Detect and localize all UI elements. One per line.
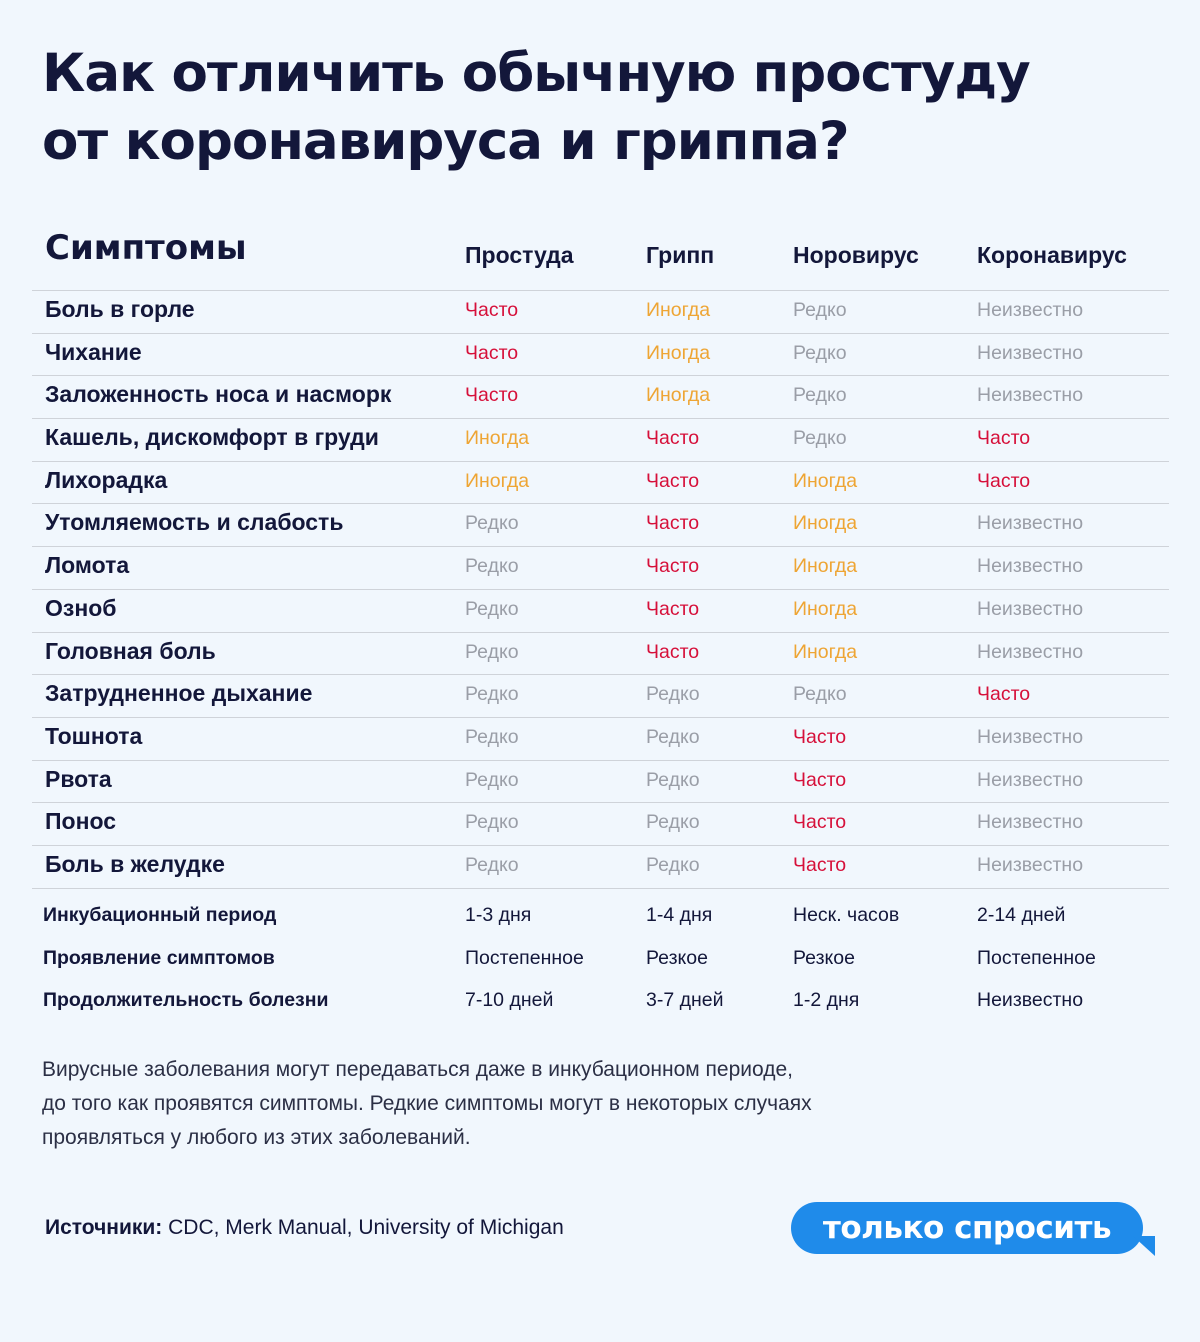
info-value-cold: 7-10 дней bbox=[465, 989, 554, 1011]
frequency-flu: Часто bbox=[646, 555, 700, 578]
frequency-flu: Редко bbox=[646, 853, 700, 876]
symptom-name: Боль в горле bbox=[45, 296, 195, 322]
info-value-cold: 1-3 дня bbox=[465, 904, 532, 926]
table-row bbox=[32, 632, 1169, 675]
symptom-name: Кашель, дискомфорт в груди bbox=[45, 424, 379, 451]
frequency-norovirus: Иногда bbox=[793, 555, 858, 578]
symptom-name: Затрудненное дыхание bbox=[45, 680, 313, 707]
sources-text: CDC, Merk Manual, University of Michigan bbox=[162, 1216, 564, 1239]
frequency-norovirus: Редко bbox=[793, 341, 847, 364]
frequency-coronavirus: Часто bbox=[977, 469, 1031, 492]
info-value-norovirus: Резкое bbox=[793, 946, 855, 969]
sources bbox=[45, 1216, 564, 1240]
info-value-flu: 1-4 дня bbox=[646, 904, 713, 926]
frequency-flu: Иногда bbox=[646, 384, 711, 407]
frequency-coronavirus: Неизвестно bbox=[977, 811, 1084, 834]
frequency-coronavirus: Неизвестно bbox=[977, 853, 1084, 876]
header-symptoms: Симптомы bbox=[45, 228, 247, 268]
frequency-coronavirus: Неизвестно bbox=[977, 384, 1084, 407]
info-row bbox=[32, 936, 1169, 979]
frequency-norovirus: Иногда bbox=[793, 469, 858, 492]
frequency-flu: Редко bbox=[646, 683, 700, 706]
symptom-name: Озноб bbox=[45, 594, 117, 621]
frequency-cold: Редко bbox=[465, 811, 519, 834]
frequency-coronavirus: Неизвестно bbox=[977, 555, 1084, 578]
footnote-line-3: проявляться у любого из этих заболеваний. bbox=[42, 1126, 471, 1149]
frequency-coronavirus: Неизвестно bbox=[977, 640, 1084, 663]
symptom-name: Утомляемость и слабость bbox=[45, 509, 344, 536]
frequency-cold: Редко bbox=[465, 512, 519, 535]
table-header bbox=[32, 226, 1169, 290]
frequency-cold: Часто bbox=[465, 341, 519, 364]
info-label: Инкубационный период bbox=[43, 904, 277, 926]
frequency-coronavirus: Неизвестно bbox=[977, 725, 1084, 748]
info-label: Проявление симптомов bbox=[43, 946, 275, 969]
table-row bbox=[32, 418, 1169, 461]
frequency-coronavirus: Неизвестно bbox=[977, 512, 1084, 535]
frequency-cold: Редко bbox=[465, 683, 519, 706]
frequency-flu: Иногда bbox=[646, 341, 711, 364]
footnote-line-1: Вирусные заболевания могут передаваться даже в инкубационном периоде, bbox=[42, 1058, 794, 1081]
frequency-cold: Иногда bbox=[465, 469, 530, 492]
frequency-flu: Часто bbox=[646, 640, 700, 663]
info-row bbox=[32, 893, 1169, 936]
frequency-flu: Часто bbox=[646, 597, 700, 620]
frequency-flu: Часто bbox=[646, 427, 700, 450]
info-value-norovirus: 1-2 дня bbox=[793, 989, 860, 1011]
table-row bbox=[32, 503, 1169, 546]
header-flu: Грипп bbox=[646, 242, 715, 268]
symptoms-table bbox=[32, 226, 1169, 889]
frequency-norovirus: Иногда bbox=[793, 597, 858, 620]
table-row bbox=[32, 674, 1169, 717]
header-coronavirus: Коронавирус bbox=[977, 242, 1127, 268]
frequency-coronavirus: Неизвестно bbox=[977, 299, 1084, 321]
frequency-coronavirus: Часто bbox=[977, 427, 1031, 450]
symptom-name: Лихорадка bbox=[45, 466, 168, 493]
frequency-norovirus: Редко bbox=[793, 299, 847, 321]
header-norovirus: Норовирус bbox=[793, 242, 919, 268]
info-value-coronavirus: Постепенное bbox=[977, 946, 1096, 969]
symptom-name: Заложенность носа и насморк bbox=[45, 381, 392, 408]
frequency-norovirus: Часто bbox=[793, 853, 847, 876]
frequency-norovirus: Редко bbox=[793, 384, 847, 407]
frequency-cold: Иногда bbox=[465, 427, 530, 450]
extra-info-table bbox=[32, 893, 1169, 1021]
frequency-flu: Часто bbox=[646, 512, 700, 535]
frequency-flu: Редко bbox=[646, 811, 700, 834]
table-row bbox=[32, 589, 1169, 632]
frequency-cold: Часто bbox=[465, 299, 519, 321]
table-row bbox=[32, 845, 1169, 889]
symptom-name: Тошнота bbox=[45, 722, 143, 749]
table-row bbox=[32, 461, 1169, 504]
frequency-cold: Часто bbox=[465, 384, 519, 407]
frequency-flu: Редко bbox=[646, 725, 700, 748]
frequency-norovirus: Часто bbox=[793, 811, 847, 834]
symptom-name: Ломота bbox=[45, 552, 130, 579]
frequency-coronavirus: Неизвестно bbox=[977, 597, 1084, 620]
table-row bbox=[32, 802, 1169, 845]
sources-label: Источники: bbox=[45, 1216, 163, 1239]
table-row bbox=[32, 760, 1169, 803]
frequency-coronavirus: Неизвестно bbox=[977, 341, 1084, 364]
footnote bbox=[42, 1053, 922, 1155]
info-value-coronavirus: 2-14 дней bbox=[977, 904, 1066, 926]
frequency-norovirus: Иногда bbox=[793, 512, 858, 535]
table-row bbox=[32, 290, 1169, 333]
table-body bbox=[32, 290, 1169, 889]
table-row bbox=[32, 546, 1169, 589]
frequency-coronavirus: Неизвестно bbox=[977, 768, 1084, 791]
info-row bbox=[32, 978, 1169, 1021]
info-value-flu: 3-7 дней bbox=[646, 989, 724, 1011]
frequency-norovirus: Иногда bbox=[793, 640, 858, 663]
frequency-flu: Иногда bbox=[646, 299, 711, 321]
frequency-flu: Часто bbox=[646, 469, 700, 492]
info-value-coronavirus: Неизвестно bbox=[977, 989, 1084, 1011]
info-value-norovirus: Неск. часов bbox=[793, 904, 900, 926]
frequency-flu: Редко bbox=[646, 768, 700, 791]
symptom-name: Понос bbox=[45, 808, 117, 835]
page-title bbox=[42, 40, 1152, 176]
frequency-cold: Редко bbox=[465, 555, 519, 578]
title-line-2: от коронавируса и гриппа? bbox=[42, 111, 849, 172]
frequency-cold: Редко bbox=[465, 725, 519, 748]
frequency-cold: Редко bbox=[465, 768, 519, 791]
frequency-norovirus: Часто bbox=[793, 725, 847, 748]
symptom-name: Боль в желудке bbox=[45, 850, 225, 877]
header-cold: Простуда bbox=[465, 242, 574, 268]
frequency-cold: Редко bbox=[465, 597, 519, 620]
frequency-coronavirus: Часто bbox=[977, 683, 1031, 706]
symptom-name: Головная боль bbox=[45, 637, 216, 664]
symptom-name: Рвота bbox=[45, 765, 112, 792]
table-row bbox=[32, 333, 1169, 376]
symptom-name: Чихание bbox=[45, 338, 142, 365]
table-row bbox=[32, 375, 1169, 418]
frequency-norovirus: Часто bbox=[793, 768, 847, 791]
info-value-cold: Постепенное bbox=[465, 946, 584, 969]
title-line-1: Как отличить обычную простуду bbox=[42, 43, 1030, 104]
footnote-line-2: до того как проявятся симптомы. Редкие симптомы могут в некоторых случаях bbox=[42, 1092, 812, 1115]
frequency-norovirus: Редко bbox=[793, 427, 847, 450]
frequency-norovirus: Редко bbox=[793, 683, 847, 706]
info-label: Продолжительность болезни bbox=[43, 989, 329, 1011]
info-value-flu: Резкое bbox=[646, 946, 708, 969]
brand-text: только спросить bbox=[822, 1210, 1112, 1246]
frequency-cold: Редко bbox=[465, 853, 519, 876]
table-row bbox=[32, 717, 1169, 760]
brand-logo bbox=[791, 1202, 1151, 1254]
frequency-cold: Редко bbox=[465, 640, 519, 663]
